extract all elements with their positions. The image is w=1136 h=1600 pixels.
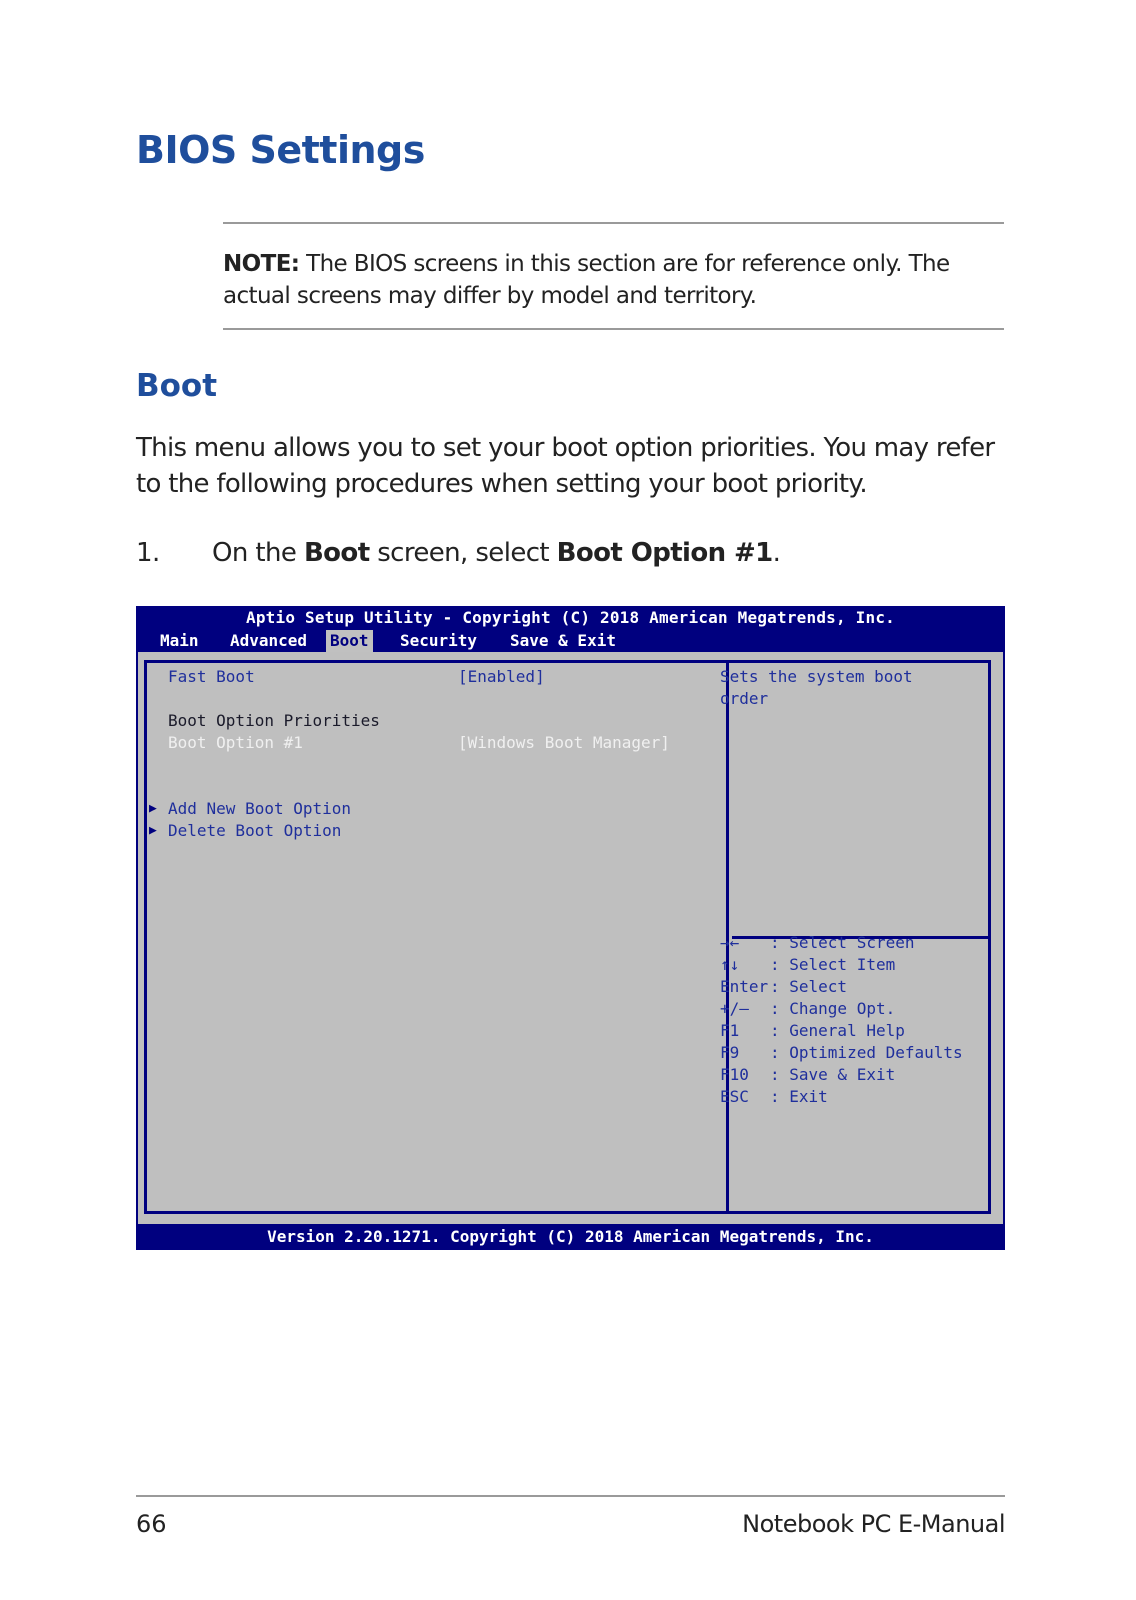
key-legend-key: F9 bbox=[720, 1043, 740, 1062]
key-legend-action: : Select bbox=[770, 977, 848, 996]
bios-footer: Version 2.20.1271. Copyright (C) 2018 American Megatrends, Inc. bbox=[267, 1227, 874, 1246]
key-legend-action: : Save & Exit bbox=[770, 1065, 896, 1084]
page-number: 66 bbox=[136, 1510, 167, 1538]
key-legend-action: : Change Opt. bbox=[770, 999, 896, 1018]
key-legend-key: →← bbox=[720, 933, 740, 952]
note-top-rule bbox=[223, 222, 1004, 224]
intro-paragraph: This menu allows you to set your boot option priorities. You may refer to the following procedures when setting your boot priority. bbox=[136, 433, 995, 499]
key-legend-key: Enter bbox=[720, 977, 769, 996]
key-legend-key: +/— bbox=[720, 999, 749, 1018]
note-text: The BIOS screens in this section are for reference only. The actual screens may differ by model and territory. bbox=[223, 251, 950, 309]
key-legend-action: : Select Item bbox=[770, 955, 896, 974]
fast-boot-value[interactable]: [Enabled] bbox=[458, 667, 545, 686]
submenu-arrow-icon: ▶ bbox=[149, 801, 157, 816]
note-bottom-rule bbox=[223, 328, 1004, 330]
bios-title: Aptio Setup Utility - Copyright (C) 2018 American Megatrends, Inc. bbox=[246, 608, 895, 627]
submenu-arrow-icon: ▶ bbox=[149, 823, 157, 838]
tab-save-exit[interactable]: Save & Exit bbox=[510, 631, 616, 650]
step-text: On the Boot screen, select Boot Option #1. bbox=[212, 538, 781, 568]
help-text-line-2: order bbox=[720, 689, 769, 708]
step-number: 1. bbox=[136, 538, 160, 568]
tab-advanced[interactable]: Advanced bbox=[230, 631, 308, 650]
key-legend-action: : Optimized Defaults bbox=[770, 1043, 963, 1062]
page-title: BIOS Settings bbox=[136, 128, 425, 172]
tab-boot[interactable]: Boot bbox=[326, 630, 373, 652]
document-name: Notebook PC E-Manual bbox=[742, 1510, 1005, 1538]
boot-priorities-label: Boot Option Priorities bbox=[168, 711, 380, 730]
step-bold-option: Boot Option #1 bbox=[556, 538, 773, 568]
step-bold-boot: Boot bbox=[303, 538, 370, 568]
delete-boot-option[interactable]: Delete Boot Option bbox=[168, 821, 342, 840]
key-legend-key: ↑↓ bbox=[720, 955, 740, 974]
key-legend-key: F1 bbox=[720, 1021, 740, 1040]
note-label: NOTE: bbox=[223, 251, 300, 277]
key-legend-action: : Select Screen bbox=[770, 933, 915, 952]
bios-tab-bar bbox=[136, 630, 1005, 652]
key-legend-key: ESC bbox=[720, 1087, 749, 1106]
help-text-line-1: Sets the system boot bbox=[720, 667, 913, 686]
bios-screenshot bbox=[136, 606, 1005, 1250]
key-legend-key: F10 bbox=[720, 1065, 749, 1084]
fast-boot-label[interactable]: Fast Boot bbox=[168, 667, 255, 686]
note-box bbox=[223, 248, 1004, 312]
key-legend-action: : Exit bbox=[770, 1087, 828, 1106]
key-legend-action: : General Help bbox=[770, 1021, 905, 1040]
footer-rule bbox=[136, 1495, 1005, 1497]
section-heading: Boot bbox=[136, 368, 218, 404]
add-new-boot-option[interactable]: Add New Boot Option bbox=[168, 799, 352, 818]
boot-option-1-label[interactable]: Boot Option #1 bbox=[168, 733, 303, 752]
bios-body bbox=[138, 652, 1003, 1224]
tab-security[interactable]: Security bbox=[400, 631, 478, 650]
boot-option-1-value[interactable]: [Windows Boot Manager] bbox=[458, 733, 670, 752]
tab-main[interactable]: Main bbox=[160, 631, 199, 650]
